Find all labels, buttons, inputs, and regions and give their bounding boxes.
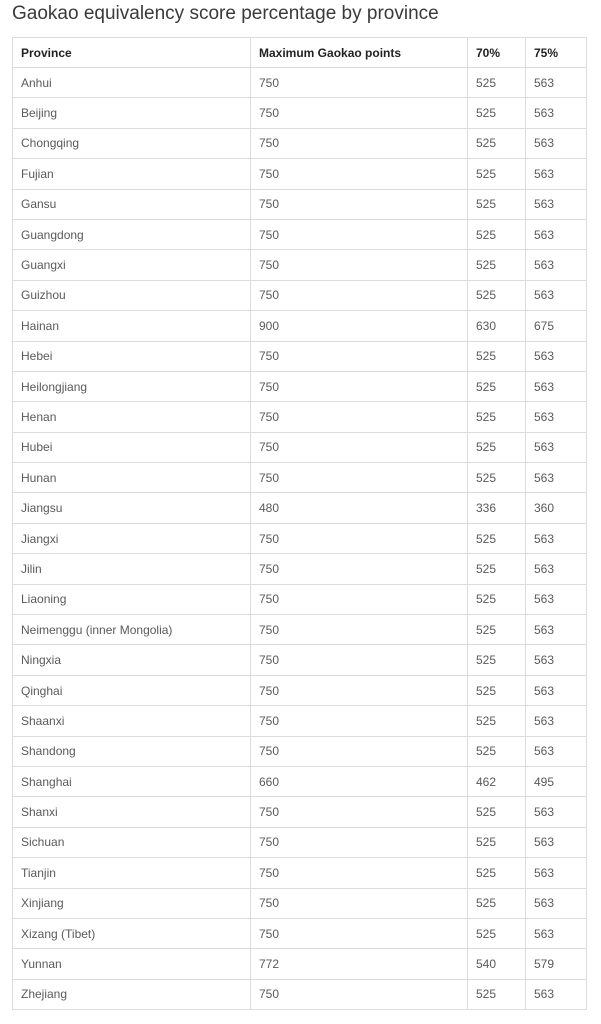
score-70-cell: 462 xyxy=(468,766,526,796)
province-cell: Hunan xyxy=(13,463,251,493)
province-cell: Chongqing xyxy=(13,128,251,158)
max-points-cell: 750 xyxy=(251,736,468,766)
province-cell: Henan xyxy=(13,402,251,432)
table-row xyxy=(13,949,587,979)
score-75-cell: 579 xyxy=(526,949,587,979)
score-75-cell: 563 xyxy=(526,675,587,705)
score-75-cell: 563 xyxy=(526,584,587,614)
province-cell: Liaoning xyxy=(13,584,251,614)
max-points-cell: 750 xyxy=(251,979,468,1009)
table-row xyxy=(13,250,587,280)
table-header-row xyxy=(13,38,587,68)
score-75-cell: 563 xyxy=(526,554,587,584)
score-70-cell: 525 xyxy=(468,554,526,584)
score-75-cell: 563 xyxy=(526,98,587,128)
score-75-cell: 563 xyxy=(526,827,587,857)
table-body xyxy=(13,68,587,1010)
score-70-cell: 525 xyxy=(468,736,526,766)
max-points-cell: 750 xyxy=(251,584,468,614)
table-row xyxy=(13,159,587,189)
table-row xyxy=(13,797,587,827)
province-cell: Shanxi xyxy=(13,797,251,827)
province-cell: Jilin xyxy=(13,554,251,584)
score-75-cell: 563 xyxy=(526,979,587,1009)
score-75-cell: 563 xyxy=(526,615,587,645)
score-70-cell: 525 xyxy=(468,250,526,280)
score-70-cell: 630 xyxy=(468,311,526,341)
score-75-cell: 563 xyxy=(526,797,587,827)
table-row xyxy=(13,675,587,705)
score-70-cell: 525 xyxy=(468,341,526,371)
table-row xyxy=(13,98,587,128)
score-75-cell: 563 xyxy=(526,736,587,766)
max-points-cell: 750 xyxy=(251,463,468,493)
table-row xyxy=(13,888,587,918)
score-75-cell: 563 xyxy=(526,371,587,401)
score-70-cell: 525 xyxy=(468,706,526,736)
province-cell: Beijing xyxy=(13,98,251,128)
score-75-cell: 563 xyxy=(526,463,587,493)
score-75-cell: 563 xyxy=(526,918,587,948)
table-row xyxy=(13,493,587,523)
score-75-cell: 563 xyxy=(526,706,587,736)
score-75-cell: 563 xyxy=(526,402,587,432)
score-70-cell: 525 xyxy=(468,128,526,158)
province-cell: Ningxia xyxy=(13,645,251,675)
max-points-cell: 750 xyxy=(251,918,468,948)
score-70-cell: 525 xyxy=(468,523,526,553)
province-cell: Heilongjiang xyxy=(13,371,251,401)
province-cell: Jiangsu xyxy=(13,493,251,523)
max-points-cell: 750 xyxy=(251,280,468,310)
score-75-cell: 563 xyxy=(526,68,587,98)
max-points-cell: 750 xyxy=(251,128,468,158)
score-70-cell: 525 xyxy=(468,918,526,948)
score-70-cell: 525 xyxy=(468,888,526,918)
table-row xyxy=(13,645,587,675)
score-75-cell: 563 xyxy=(526,280,587,310)
table-row xyxy=(13,918,587,948)
table-row xyxy=(13,189,587,219)
score-70-cell: 540 xyxy=(468,949,526,979)
score-75-cell: 675 xyxy=(526,311,587,341)
table-row xyxy=(13,615,587,645)
score-70-cell: 525 xyxy=(468,68,526,98)
province-cell: Sichuan xyxy=(13,827,251,857)
score-70-cell: 525 xyxy=(468,98,526,128)
column-header-70-percent: 70% xyxy=(468,38,526,68)
province-cell: Hebei xyxy=(13,341,251,371)
table-row xyxy=(13,311,587,341)
max-points-cell: 750 xyxy=(251,68,468,98)
table-row xyxy=(13,463,587,493)
max-points-cell: 750 xyxy=(251,797,468,827)
table-row xyxy=(13,554,587,584)
score-75-cell: 563 xyxy=(526,159,587,189)
max-points-cell: 480 xyxy=(251,493,468,523)
score-75-cell: 563 xyxy=(526,432,587,462)
score-75-cell: 563 xyxy=(526,219,587,249)
max-points-cell: 750 xyxy=(251,371,468,401)
province-cell: Xinjiang xyxy=(13,888,251,918)
province-cell: Shaanxi xyxy=(13,706,251,736)
max-points-cell: 750 xyxy=(251,645,468,675)
max-points-cell: 750 xyxy=(251,159,468,189)
score-75-cell: 563 xyxy=(526,189,587,219)
max-points-cell: 750 xyxy=(251,706,468,736)
score-70-cell: 525 xyxy=(468,280,526,310)
score-75-cell: 563 xyxy=(526,523,587,553)
max-points-cell: 750 xyxy=(251,219,468,249)
score-70-cell: 525 xyxy=(468,979,526,1009)
table-row xyxy=(13,219,587,249)
province-cell: Qinghai xyxy=(13,675,251,705)
table-row xyxy=(13,402,587,432)
max-points-cell: 750 xyxy=(251,888,468,918)
score-70-cell: 336 xyxy=(468,493,526,523)
table-row xyxy=(13,371,587,401)
score-70-cell: 525 xyxy=(468,189,526,219)
score-75-cell: 360 xyxy=(526,493,587,523)
score-75-cell: 563 xyxy=(526,645,587,675)
max-points-cell: 750 xyxy=(251,432,468,462)
table-row xyxy=(13,584,587,614)
score-70-cell: 525 xyxy=(468,675,526,705)
score-70-cell: 525 xyxy=(468,858,526,888)
province-cell: Anhui xyxy=(13,68,251,98)
province-cell: Guangxi xyxy=(13,250,251,280)
max-points-cell: 750 xyxy=(251,98,468,128)
table-row xyxy=(13,858,587,888)
score-75-cell: 563 xyxy=(526,250,587,280)
province-cell: Hainan xyxy=(13,311,251,341)
province-cell: Zhejiang xyxy=(13,979,251,1009)
score-70-cell: 525 xyxy=(468,463,526,493)
max-points-cell: 772 xyxy=(251,949,468,979)
max-points-cell: 750 xyxy=(251,250,468,280)
province-cell: Guangdong xyxy=(13,219,251,249)
max-points-cell: 660 xyxy=(251,766,468,796)
max-points-cell: 900 xyxy=(251,311,468,341)
province-cell: Gansu xyxy=(13,189,251,219)
score-70-cell: 525 xyxy=(468,219,526,249)
score-70-cell: 525 xyxy=(468,371,526,401)
table-row xyxy=(13,432,587,462)
province-cell: Hubei xyxy=(13,432,251,462)
max-points-cell: 750 xyxy=(251,341,468,371)
score-75-cell: 563 xyxy=(526,341,587,371)
province-cell: Shanghai xyxy=(13,766,251,796)
column-header-75-percent: 75% xyxy=(526,38,587,68)
table-row xyxy=(13,68,587,98)
table-row xyxy=(13,706,587,736)
score-75-cell: 563 xyxy=(526,128,587,158)
score-70-cell: 525 xyxy=(468,615,526,645)
province-cell: Xizang (Tibet) xyxy=(13,918,251,948)
table-row xyxy=(13,341,587,371)
max-points-cell: 750 xyxy=(251,189,468,219)
max-points-cell: 750 xyxy=(251,402,468,432)
score-70-cell: 525 xyxy=(468,827,526,857)
province-cell: Jiangxi xyxy=(13,523,251,553)
page-title: Gaokao equivalency score percentage by province xyxy=(12,3,439,24)
table-row xyxy=(13,766,587,796)
province-cell: Shandong xyxy=(13,736,251,766)
score-70-cell: 525 xyxy=(468,584,526,614)
table-row xyxy=(13,280,587,310)
score-75-cell: 563 xyxy=(526,888,587,918)
column-header-max-points: Maximum Gaokao points xyxy=(251,38,468,68)
column-header-province: Province xyxy=(13,38,251,68)
score-75-cell: 563 xyxy=(526,858,587,888)
score-70-cell: 525 xyxy=(468,432,526,462)
table-row xyxy=(13,128,587,158)
max-points-cell: 750 xyxy=(251,675,468,705)
province-cell: Yunnan xyxy=(13,949,251,979)
max-points-cell: 750 xyxy=(251,523,468,553)
max-points-cell: 750 xyxy=(251,858,468,888)
province-cell: Tianjin xyxy=(13,858,251,888)
max-points-cell: 750 xyxy=(251,827,468,857)
score-70-cell: 525 xyxy=(468,797,526,827)
province-cell: Fujian xyxy=(13,159,251,189)
max-points-cell: 750 xyxy=(251,615,468,645)
score-70-cell: 525 xyxy=(468,402,526,432)
score-75-cell: 495 xyxy=(526,766,587,796)
table-row xyxy=(13,523,587,553)
province-cell: Guizhou xyxy=(13,280,251,310)
table-row xyxy=(13,979,587,1009)
table-row xyxy=(13,736,587,766)
table-row xyxy=(13,827,587,857)
score-70-cell: 525 xyxy=(468,159,526,189)
score-table xyxy=(12,37,587,1010)
max-points-cell: 750 xyxy=(251,554,468,584)
score-70-cell: 525 xyxy=(468,645,526,675)
province-cell: Neimenggu (inner Mongolia) xyxy=(13,615,251,645)
